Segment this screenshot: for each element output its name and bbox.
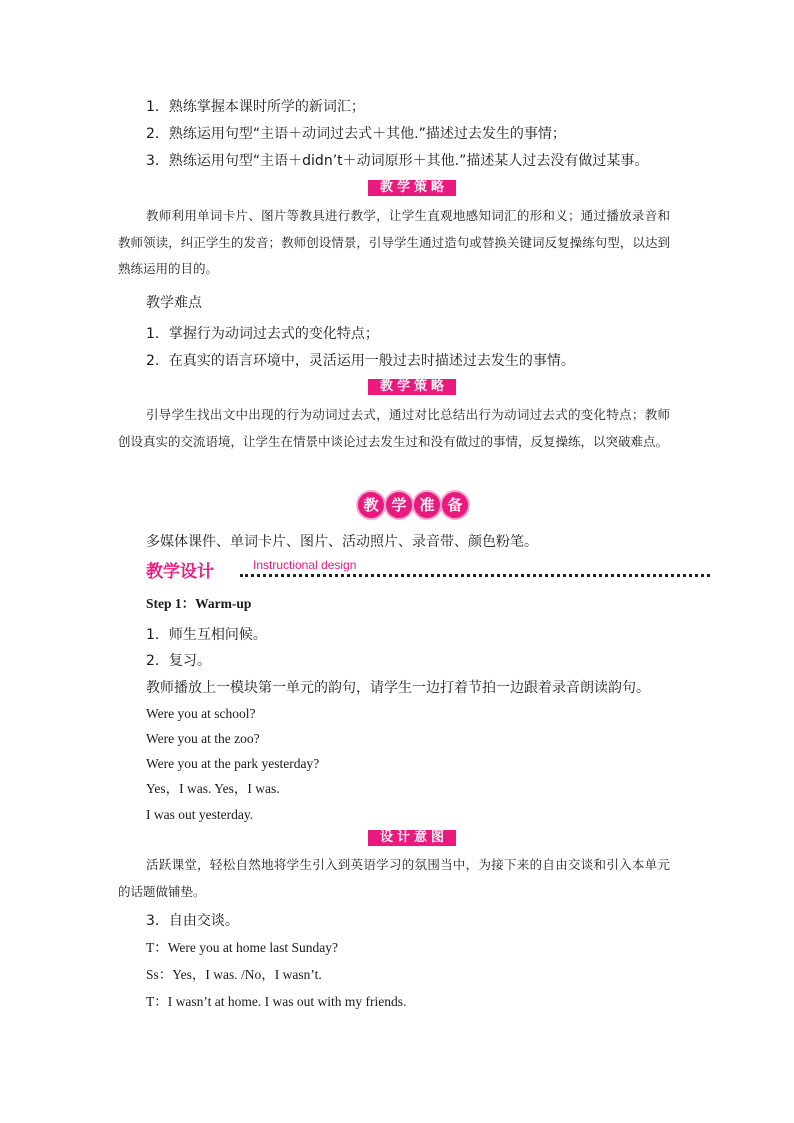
intent-paragraph: 活跃课堂，轻松自然地将学生引入到英语学习的氛围当中，为接下来的自由交谈和引入本单元的话题做铺垫。: [118, 857, 670, 899]
goal-1: 1．熟练掌握本课时所学的新词汇；: [146, 99, 365, 115]
chant-line-2: Were you at the zoo?: [146, 731, 260, 746]
chant-line-3: Were you at the park yesterday?: [146, 756, 320, 771]
prep-char-4: 备: [440, 490, 470, 520]
prep-char-2: 学: [384, 490, 414, 520]
strategy-paragraph-2: 引导学生找出文中出现的行为动词过去式，通过对比总结出行为动词过去式的变化特点；教师创设真实的交流语境，让学生在情景中谈论过去发生过和没有做过的事情，反复操练，以突破难点。: [118, 407, 670, 449]
prep-heading: [356, 490, 468, 520]
difficulty-title: 教学难点: [146, 295, 202, 311]
goal-2: 2．熟练运用句型“主语＋动词过去式＋其他.”描述过去发生的事情；: [146, 126, 566, 142]
goal-3: 3．熟练运用句型“主语＋didn’t＋动词原形＋其他.”描述某人过去没有做过某事。: [146, 153, 649, 169]
strategy-badge-2: [368, 377, 456, 397]
dialogue-line-2: Ss：Yes，I was. /No，I wasn’t.: [146, 967, 322, 982]
step1-heading: Step 1：Warm-up: [146, 596, 252, 611]
design-dotted-rule: [240, 574, 710, 577]
warmup-3: 教师播放上一模块第一单元的韵句，请学生一边打着节拍一边跟着录音朗读韵句。: [146, 680, 650, 696]
design-title: 教学设计: [146, 562, 214, 582]
intent-badge-label: 设计意图: [379, 830, 448, 845]
prep-char-3: 准: [412, 490, 442, 520]
difficulty-1: 1．掌握行为动词过去式的变化特点；: [146, 326, 379, 342]
intent-badge: [368, 828, 456, 848]
chant-line-4: Yes，I was. Yes，I was.: [146, 781, 280, 796]
strategy-badge: [368, 178, 456, 198]
warmup-2: 2．复习。: [146, 653, 211, 669]
design-subtitle: Instructional design: [253, 558, 357, 572]
difficulty-2: 2．在真实的语言环境中，灵活运用一般过去时描述过去发生的事情。: [146, 353, 575, 369]
strategy-paragraph-1: 教师利用单词卡片、图片等教具进行教学，让学生直观地感知词汇的形和义；通过播放录音和教师领读，纠正学生的发音；教师创设情景，引导学生通过造句或替换关键词反复操练句型，以达到熟练运用的目的。: [118, 208, 670, 276]
chant-line-1: Were you at school?: [146, 706, 256, 721]
strategy-badge-2-label: 教学策略: [379, 379, 448, 394]
free-talk-title: 3．自由交谈。: [146, 913, 239, 929]
chant-line-5: I was out yesterday.: [146, 807, 254, 822]
strategy-badge-label: 教学策略: [379, 180, 448, 195]
dialogue-line-1: T：Were you at home last Sunday?: [146, 940, 338, 955]
warmup-1: 1．师生互相问候。: [146, 627, 267, 643]
prep-char-1: 教: [356, 490, 386, 520]
dialogue-line-3: T：I wasn’t at home. I was out with my friends.: [146, 994, 407, 1009]
prep-text: 多媒体课件、单词卡片、图片、活动照片、录音带、颜色粉笔。: [146, 534, 538, 550]
